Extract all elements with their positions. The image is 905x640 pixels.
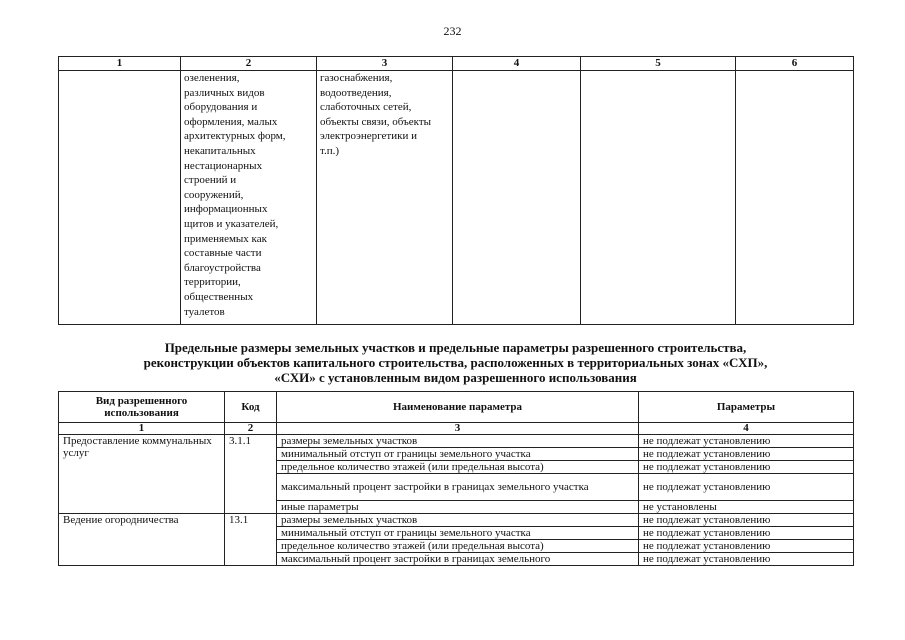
column-number: 1 <box>59 57 181 71</box>
column-number: 6 <box>736 57 854 71</box>
header-params: Параметры <box>639 392 854 423</box>
column-numbers-row <box>59 423 854 435</box>
section-title-line: Предельные размеры земельных участков и предельные параметры разрешенного строительства, <box>164 340 747 355</box>
param-name-cell: максимальный процент застройки в границах земельного <box>277 553 639 566</box>
continuation-table-header <box>59 57 854 71</box>
table-row <box>59 435 854 448</box>
parameters-table-header <box>59 392 854 423</box>
parameters-table <box>58 391 854 566</box>
column-number: 1 <box>59 423 225 435</box>
param-value-cell: не подлежат установлению <box>639 448 854 461</box>
code-cell: 3.1.1 <box>225 435 277 514</box>
param-name-cell: размеры земельных участков <box>277 514 639 527</box>
param-value-cell: не подлежат установлению <box>639 474 854 501</box>
param-value-cell: не подлежат установлению <box>639 514 854 527</box>
table-cell <box>581 71 736 325</box>
param-name-cell: максимальный процент застройки в границах земельного участка <box>277 474 639 501</box>
header-param-name: Наименование параметра <box>277 392 639 423</box>
header-code: Код <box>225 392 277 423</box>
table-cell <box>736 71 854 325</box>
section-title-line: реконструкции объектов капитального строительства, расположенных в территориальных зонах «СХП», <box>143 355 768 370</box>
section-title <box>58 340 853 385</box>
param-value-cell: не подлежат установлению <box>639 435 854 448</box>
param-value-cell: не подлежат установлению <box>639 553 854 566</box>
param-name-cell: предельное количество этажей (или предельная высота) <box>277 540 639 553</box>
table-cell: газоснабжения, водоотведения, слаботочных сетей, объекты связи, объекты электроэнергетики и т.п.) <box>317 71 453 325</box>
code-cell: 13.1 <box>225 514 277 566</box>
column-number: 4 <box>453 57 581 71</box>
column-number: 5 <box>581 57 736 71</box>
use-type-cell: Предоставление коммунальных услуг <box>59 435 225 514</box>
param-name-cell: размеры земельных участков <box>277 435 639 448</box>
param-name-cell: иные параметры <box>277 501 639 514</box>
use-type-cell: Ведение огородничества <box>59 514 225 566</box>
table-row <box>59 514 854 527</box>
param-value-cell: не подлежат установлению <box>639 527 854 540</box>
page-number: 232 <box>443 24 462 38</box>
param-name-cell: минимальный отступ от границы земельного участка <box>277 527 639 540</box>
column-number: 3 <box>277 423 639 435</box>
section-title-line: «СХИ» с установленным видом разрешенного использования <box>274 370 637 385</box>
column-number: 2 <box>225 423 277 435</box>
column-number: 4 <box>639 423 854 435</box>
table-row <box>59 71 854 325</box>
table-cell <box>59 71 181 325</box>
param-value-cell: не установлены <box>639 501 854 514</box>
header-use-type: Вид разрешенного использования <box>59 392 225 423</box>
param-name-cell: предельное количество этажей (или предельная высота) <box>277 461 639 474</box>
column-number: 3 <box>317 57 453 71</box>
continuation-table <box>58 56 854 325</box>
param-value-cell: не подлежат установлению <box>639 461 854 474</box>
param-value-cell: не подлежат установлению <box>639 540 854 553</box>
column-number: 2 <box>181 57 317 71</box>
table-cell: озеленения, различных видов оборудования и оформления, малых архитектурных форм, некапитальных нестационарных строений и сооружений, информационных щитов и указателей, применяемых как составные части благоустройства территории, общественных туалетов <box>181 71 317 325</box>
param-name-cell: минимальный отступ от границы земельного участка <box>277 448 639 461</box>
table-cell <box>453 71 581 325</box>
